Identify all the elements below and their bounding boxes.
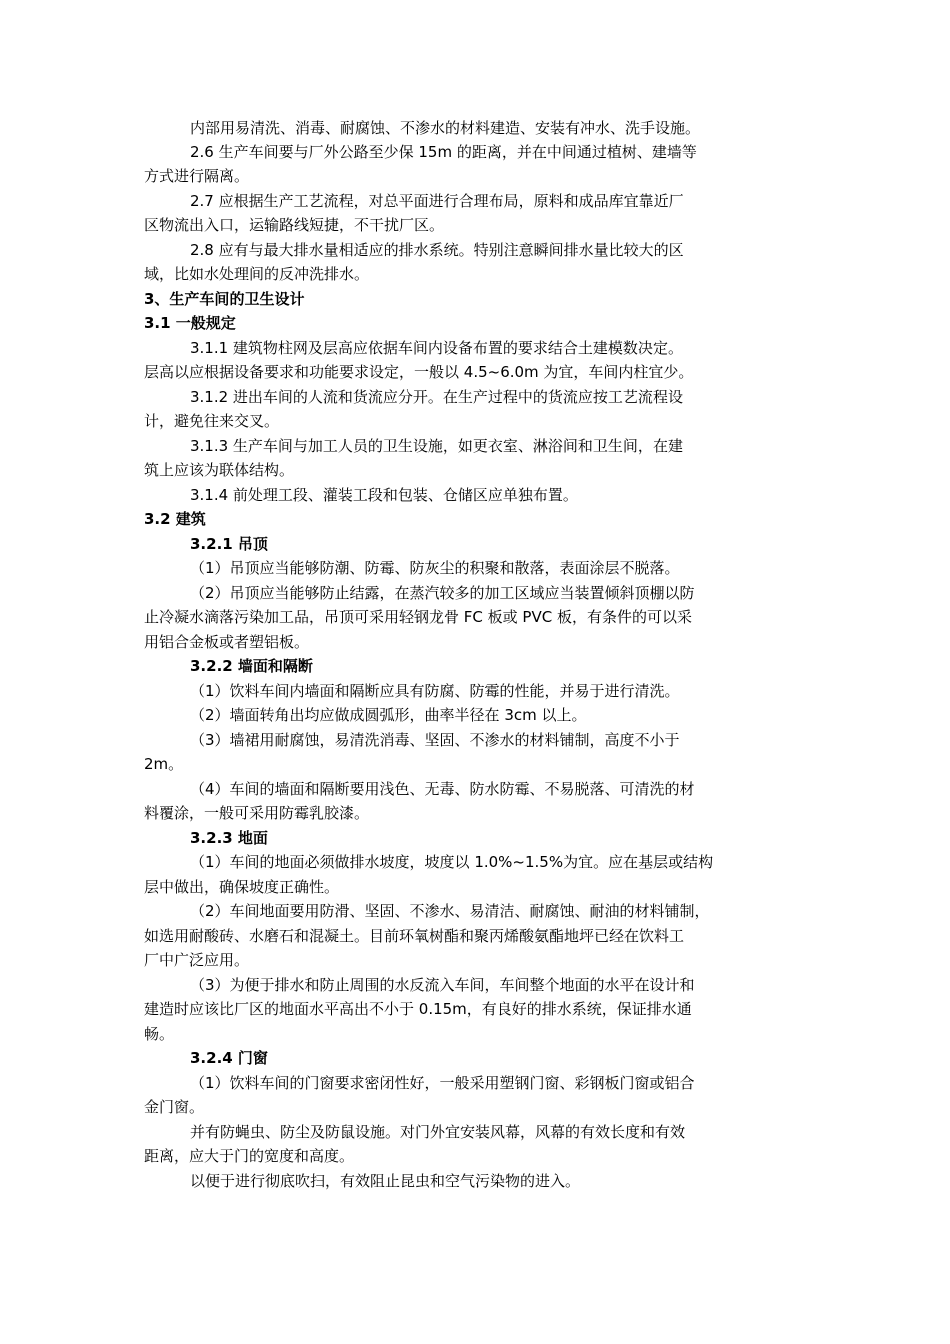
paragraph-line: 3.1.2 进出车间的人流和货流应分开。在生产过程中的货流应按工艺流程设 <box>190 388 683 406</box>
paragraph-line: 厂中广泛应用。 <box>144 951 250 969</box>
section-heading: 3.2.2 墙面和隔断 <box>190 657 313 675</box>
paragraph-line: 方式进行隔离。 <box>144 167 250 185</box>
paragraph-line: （2）吊顶应当能够防止结露，在蒸汽较多的加工区域应当装置倾斜顶棚以防 <box>190 584 695 602</box>
paragraph-line: （1）车间的地面必须做排水坡度，坡度以 1.0%~1.5%为宜。应在基层或结构 <box>190 853 714 871</box>
paragraph-line: （4）车间的墙面和隔断要用浅色、无毒、防水防霉、不易脱落、可清洗的材 <box>190 780 695 798</box>
paragraph-line: 金门窗。 <box>144 1098 205 1116</box>
paragraph-line: 层中做出，确保坡度正确性。 <box>144 878 340 896</box>
paragraph-line: 如选用耐酸砖、水磨石和混凝土。目前环氧树酯和聚丙烯酸氨酯地坪已经在饮料工 <box>144 927 685 945</box>
paragraph-line: 2.7 应根据生产工艺流程，对总平面进行合理布局，原料和成品库宜靠近厂 <box>190 192 684 210</box>
paragraph-line: （3）为便于排水和防止周围的水反流入车间，车间整个地面的水平在设计和 <box>190 976 695 994</box>
paragraph-line: 距离，应大于门的宽度和高度。 <box>144 1147 355 1165</box>
paragraph-line: 筑上应该为联体结构。 <box>144 461 295 479</box>
paragraph-line: 建造时应该比厂区的地面水平高出不小于 0.15m，有良好的排水系统，保证排水通 <box>144 1000 692 1018</box>
paragraph-line: 料覆涂，一般可采用防霉乳胶漆。 <box>144 804 370 822</box>
paragraph-line: 2.6 生产车间要与厂外公路至少保 15m 的距离，并在中间通过植树、建墙等 <box>190 143 697 161</box>
paragraph-line: 区物流出入口，运输路线短捷，不干扰厂区。 <box>144 216 445 234</box>
paragraph-line: （1）饮料车间的门窗要求密闭性好，一般采用塑钢门窗、彩钢板门窗或铝合 <box>190 1074 695 1092</box>
section-heading: 3.2.4 门窗 <box>190 1049 268 1067</box>
paragraph-line: 3.1.4 前处理工段、灌装工段和包装、仓储区应单独布置。 <box>190 486 578 504</box>
section-heading: 3、生产车间的卫生设计 <box>144 290 305 308</box>
section-heading: 3.2.1 吊顶 <box>190 535 268 553</box>
paragraph-line: 以便于进行彻底吹扫，有效阻止昆虫和空气污染物的进入。 <box>190 1172 581 1190</box>
paragraph-line: 3.1.1 建筑物柱网及层高应依据车间内设备布置的要求结合土建模数决定。 <box>190 339 683 357</box>
paragraph-line: （1）吊顶应当能够防潮、防霉、防灰尘的积聚和散落，表面涂层不脱落。 <box>190 559 680 577</box>
paragraph-line: 畅。 <box>144 1025 175 1043</box>
paragraph-line: 止冷凝水滴落污染加工品，吊顶可采用轻钢龙骨 FC 板或 PVC 板，有条件的可以采 <box>144 608 692 626</box>
paragraph-line: 域，比如水处理间的反冲洗排水。 <box>144 265 370 283</box>
paragraph-line: 3.1.3 生产车间与加工人员的卫生设施，如更衣室、淋浴间和卫生间，在建 <box>190 437 683 455</box>
paragraph-line: 计，避免往来交叉。 <box>144 412 280 430</box>
paragraph-line: （2）墙面转角出均应做成圆弧形，曲率半径在 3cm 以上。 <box>190 706 587 724</box>
paragraph-line: 用铝合金板或者塑铝板。 <box>144 633 310 651</box>
paragraph-line: （1）饮料车间内墙面和隔断应具有防腐、防霉的性能，并易于进行清洗。 <box>190 682 680 700</box>
section-heading: 3.2 建筑 <box>144 510 206 528</box>
section-heading: 3.1 一般规定 <box>144 314 236 332</box>
section-heading: 3.2.3 地面 <box>190 829 268 847</box>
paragraph-line: 内部用易清洗、消毒、耐腐蚀、不渗水的材料建造、安装有冲水、洗手设施。 <box>190 119 701 137</box>
paragraph-line: （3）墙裙用耐腐蚀，易清洗消毒、坚固、不渗水的材料铺制，高度不小于 <box>190 731 680 749</box>
paragraph-line: 并有防蝇虫、防尘及防鼠设施。对门外宜安装风幕，风幕的有效长度和有效 <box>190 1123 686 1141</box>
paragraph-line: （2）车间地面要用防滑、坚固、不渗水、易清洁、耐腐蚀、耐油的材料铺制， <box>190 902 710 920</box>
paragraph-line: 2.8 应有与最大排水量相适应的排水系统。特别注意瞬间排水量比较大的区 <box>190 241 684 259</box>
paragraph-line: 2m。 <box>144 755 184 773</box>
paragraph-line: 层高以应根据设备要求和功能要求设定，一般以 4.5~6.0m 为宜，车间内柱宜少。 <box>144 363 694 381</box>
